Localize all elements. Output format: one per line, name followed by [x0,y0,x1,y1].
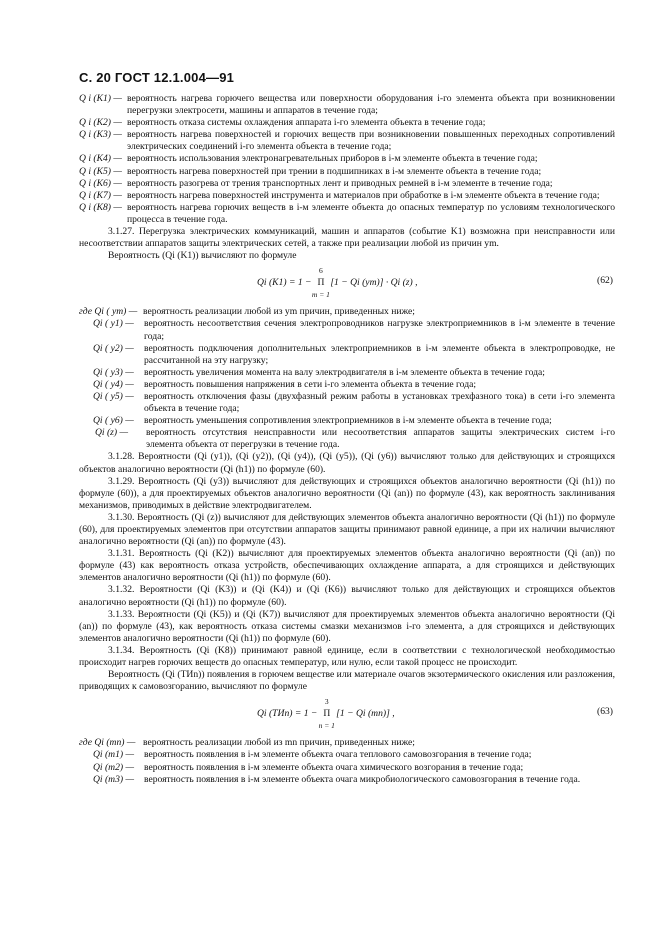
product-symbol: 6 Π m = 1 [314,277,328,289]
definition-text: вероятность несоответствия сечения электропроводников нагрузке электроприемников в i-м элементе в течение года; [144,318,615,342]
formula-62-rhs: [1 − Qi (ym)] · Qi (z) , [327,277,418,289]
definition-text: вероятность уменьшения сопротивления электроприемников в i-м элементе объекта в течение года; [144,415,552,427]
clause-3-1-30: 3.1.30. Вероятность (Qi (z)) вычисляют для действующих элементов объекта аналогично вероятности (Qi (h1)) по формуле (60), для проектируемых элементов при отсутствии аппаратов защиты принимают равной единице, а при их наличии вычисляют аналогично вероятности (Qi (an)) по формуле (43). [79,511,615,548]
product-symbol: 3 Π n = 1 [320,708,334,720]
definition-text: вероятность отказа системы охлаждения аппарата i-го элемента объекта в течение года; [127,117,486,129]
definition-term: Qi ( y4) — [93,378,134,390]
definition-text: вероятность повышения напряжения в сети i-го элемента объекта в течение года; [144,378,477,390]
definition-text: вероятность нагрева поверхностей при трении в подшипниках в i-м элементе объекта в течение года; [127,165,542,177]
formula-intro-63: Вероятность (Qi (ТИn)) появления в горючем веществе или материале очагов экзотермического окисления или разложения, приводящих к самовозгоранию, вычисляют по формуле [79,669,615,693]
definition-text: вероятность появления в i-м элементе объекта очага микробиологического самовозгорания в течение года. [144,773,581,785]
definition-term: Q i (K5) — [79,165,122,177]
definition-item [79,367,615,379]
definition-text: вероятность появления в i-м элементе объекта очага теплового самовозгорания в течение года; [144,749,532,761]
clause-3-1-31: 3.1.31. Вероятность (Qi (K2)) вычисляют для проектируемых элементов объекта аналогично вероятности (Qi (an)) по формуле (43) как вероятность отказа устройств, обеспечивающих охлаждение аппарата, а для строящихся и действующих элементов аналогично вероятности (Qi (h1)) по формуле (60). [79,548,615,584]
definition-item [79,166,615,178]
product-lower-limit: m = 1 [311,290,330,300]
definition-text: вероятность нагрева поверхностей инструмента и материалов при обработке в i-м элементе объекта в течение года; [127,189,600,201]
formula-62-expression [257,266,418,300]
definition-term: Q i (K3) — [79,129,122,141]
definition-text: вероятность увеличения момента на валу электродвигателя в i-м элементе объекта в течение года; [144,366,545,378]
clause-3-1-28: 3.1.28. Вероятности (Qi (y1)), (Qi (y2)), (Qi (y4)), (Qi (y5)), (Qi (y6)) вычисляют только для действующих и строящихся объектов аналогично вероятности (Qi (h1)) по формуле (60). [79,451,615,475]
page-header: С. 20 ГОСТ 12.1.004—91 [79,70,235,85]
definition-term: Qi ( y6) — [93,415,134,427]
definition-term: Q i (K7) — [79,189,122,201]
definition-item [79,178,615,190]
definition-text: вероятность нагрева поверхностей и горючих веществ при возникновении повышенных переходных сопротивлений электрических соединений i-го элемента объекта в течение года; [127,129,615,153]
definition-list-k [79,93,615,226]
definition-term: Qi ( y1) — [93,318,134,330]
definition-term: где Qi (mn) — [79,737,136,749]
product-lower-limit: n = 1 [318,721,335,731]
clause-3-1-27: 3.1.27. Перегрузка электрических коммуникаций, машин и аппаратов (событие K1) возможна при неисправности или несоответствии аппаратов защиты электрических сетей, а также при реализации любой из причин ym. [79,226,615,250]
definition-term: Qi (m3) — [93,773,135,785]
definition-item [79,749,615,761]
definition-text: вероятность отсутствия неисправности или несоответствия аппаратов защиты электрических систем i-го элемента объекта от перегрузки в течение года. [146,427,615,451]
definition-text: вероятность разогрева от трения транспортных лент и приводных ремней в i-м элементе в течение года; [127,177,553,189]
clause-3-1-33: 3.1.33. Вероятности (Qi (K5)) и (Qi (K7)) вычисляют для проектируемых элементов объекта аналогично вероятности (Qi (an)) по формуле (43), как вероятность отказа системы смазки механизмов i-го элемента, а для строящихся и действующих элементов аналогично вероятности (Qi (h1)) по формуле (60). [79,608,615,644]
definition-term: Q i (K8) — [79,201,122,213]
definition-term: Q i (K6) — [79,177,122,189]
definition-term: Qi (m2) — [93,761,135,773]
definition-list-m [79,737,615,785]
definition-text: вероятность реализации любой из ym причин, приведенных ниже; [143,306,415,318]
definition-item [79,318,615,342]
definition-text: вероятность подключения дополнительных электроприемников в i-м элементе объекта в электропроводке, не рассчитанной на эту нагрузку; [144,342,615,366]
definition-item [79,391,615,415]
definition-term: Qi ( y3) — [93,366,134,378]
formula-intro-62: Вероятность (Qi (K1)) вычисляют по формуле [108,250,297,262]
definition-term: Qi ( y5) — [93,390,134,402]
definition-list-y [79,306,615,451]
formula-63-expression [257,697,395,731]
product-upper-limit: 3 [324,697,329,707]
definition-item [79,737,615,749]
clause-3-1-34: 3.1.34. Вероятность (Qi (K8)) принимают равной единице, если в соответствии с технологической необходимостью происходит нагрев горючих веществ до опасных температур, или нулю, если такой процесс не происходит. [79,644,615,669]
formula-63-rhs: [1 − Qi (mn)] , [333,708,395,720]
definition-item [79,427,615,451]
formula-number: (62) [597,275,613,287]
definition-item [79,190,615,202]
definition-text: вероятность использования электронагревательных приборов в i-м элементе объекта в течение года; [127,153,538,165]
clause-3-1-32: 3.1.32. Вероятности (Qi (K3)) и (Qi (K4)) и (Qi (K6)) вычисляют только для действующих и строящихся объектов аналогично вероятности (Qi (h1)) по формуле (60). [79,584,615,608]
definition-item [79,202,615,226]
definition-item [79,117,615,129]
definition-term: Qi (z) — [95,427,129,439]
formula-62 [79,265,615,303]
definition-term: Q i (K1) — [79,93,122,104]
definition-text: вероятность нагрева горючего вещества или поверхности оборудования i-го элемента объекта при возникновении перегрузки электросети, машины и аппаратов в течение года; [127,93,615,117]
definition-term: Q i (K2) — [79,117,122,129]
formula-62-lhs: Qi (K1) = 1 − [257,277,314,289]
definition-item [79,343,615,367]
definition-item [79,93,615,117]
definition-item [79,762,615,774]
formula-number: (63) [597,706,613,718]
definition-item [79,379,615,391]
definition-text: вероятность появления в i-м элементе объекта очага химического возгорания в течение года; [144,761,524,773]
formula-63-lhs: Qi (ТИn) = 1 − [257,708,320,720]
definition-term: Qi (m1) — [93,749,135,761]
formula-63 [79,696,615,734]
definition-term: Q i (K4) — [79,153,122,165]
definition-text: вероятность нагрева горючих веществ в i-м элементе объекта до опасных температур по условиям технологического процесса в течение года. [127,201,615,225]
product-upper-limit: 6 [319,266,323,276]
definition-text: вероятность реализации любой из mn причин, приведенных ниже; [143,737,415,749]
clause-3-1-29: 3.1.29. Вероятность (Qi (y3)) вычисляют для действующих и строящихся объектов аналогично вероятности (Qi (h1)) по формуле (60)), а для проектируемых объектов аналогично вероятности (Qi (an)) по формуле (43), как вероятность заклинивания механизмов, приводимых в действие электродвигателем. [79,475,615,511]
definition-term: где Qi ( ym) — [79,306,138,318]
definition-term: Qi ( y2) — [93,342,134,354]
definition-item [79,774,615,786]
page-content [79,93,615,786]
definition-item [79,415,615,427]
definition-item [79,153,615,165]
definition-item [79,129,615,153]
definition-text: вероятность отключения фазы (двухфазный режим работы в установках трехфазного тока) в сети i-го элемента объекта в течение года; [144,390,615,415]
definition-item [79,306,615,318]
